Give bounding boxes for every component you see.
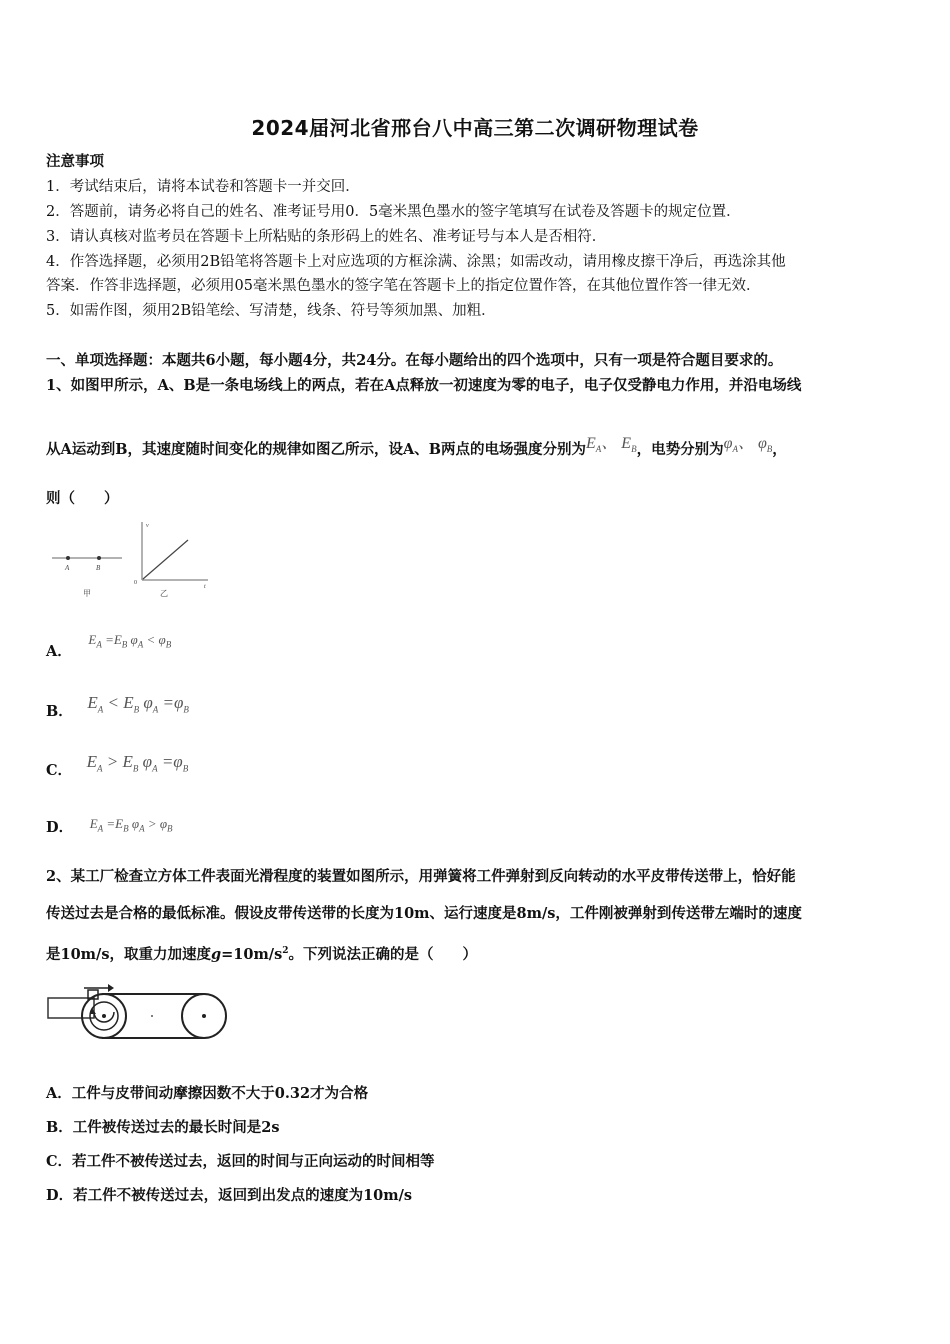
option-expr-d: $E_A =E_B$ $\varphi_A > \varphi_B$ <box>89 816 173 834</box>
q2-text-a: 是10m/s，取重力加速度 <box>46 945 211 963</box>
label-jia: 甲 <box>83 589 91 598</box>
question-2-line-3 <box>46 941 477 965</box>
q1-option-d[interactable] <box>46 816 173 843</box>
notice-item: 答案．作答非选择题，必须用05毫米黑色墨水的签字笔在答题卡上的指定位置作答，在其他位置作答一律无效． <box>46 278 761 294</box>
q2-option-b[interactable]: B．工件被传送过去的最长时间是2s <box>46 1119 280 1136</box>
q2-text-c: 。下列说法正确的是（ ） <box>288 945 478 963</box>
q2-option-c[interactable]: C．若工件不被传送过去，返回的时间与正向运动的时间相等 <box>46 1153 435 1170</box>
question-1-line-3: 则（ ） <box>46 490 119 507</box>
option-expr-c: $E_A > E_B$ $\varphi_A =\varphi_B$ <box>86 752 189 774</box>
q1-text-c: ， <box>772 441 787 458</box>
q1-figure <box>46 518 226 604</box>
option-expr-b: $E_A < E_B$ $\varphi_A =\varphi_B$ <box>87 693 189 715</box>
section-heading: 一、单项选择题：本题共6小题，每小题4分，共24分。在每小题给出的四个选项中，只有一项是符合题目要求的。 <box>46 352 783 369</box>
potential-symbols: $\varphi_A$、 $\varphi_B$ <box>723 435 773 455</box>
belt-midpoint <box>151 1015 153 1017</box>
option-letter: A． <box>46 643 72 660</box>
notice-item: 5．如需作图，须用2B铅笔绘、写清楚，线条、符号等须加黑、加粗． <box>46 303 496 319</box>
option-letter: D． <box>46 819 74 836</box>
notice-item: 3．请认真核对监考员在答题卡上所粘贴的条形码上的姓名、准考证号与本人是否相符． <box>46 229 607 245</box>
q1-option-a[interactable] <box>46 632 172 667</box>
label-origin: 0 <box>134 580 137 586</box>
label-yi: 乙 <box>160 589 168 598</box>
conveyor-figure <box>44 972 234 1050</box>
arrow-head <box>108 984 114 992</box>
notice-item: 1．考试结束后，请将本试卷和答题卡一并交回． <box>46 179 360 195</box>
left-pulley-axle <box>102 1014 106 1018</box>
option-expr-a: $E_A =E_B$ $\varphi_A < \varphi_B$ <box>88 632 172 650</box>
q2-option-a[interactable]: A．工件与皮带间动摩擦因数不大于0.32才为合格 <box>46 1085 369 1102</box>
page-title: 2024届河北省邢台八中高三第二次调研物理试卷 <box>251 116 699 140</box>
question-2-line-2: 传送过去是合格的最低标准。假设皮带传送带的长度为10m、运行速度是8m/s，工件刚被弹射到传送带左端时的速度 <box>46 905 802 922</box>
label-a: A <box>65 564 70 572</box>
question-1-line-1: 1、如图甲所示，A、B是一条电场线上的两点，若在A点释放一初速度为零的电子，电子仅受静电力作用，并沿电场线 <box>46 377 802 394</box>
question-2-line-1: 2、某工厂检查立方体工件表面光滑程度的装置如图所示，用弹簧将工件弹射到反向转动的水平皮带传送带上，恰好能 <box>46 868 796 885</box>
field-strength-symbols: $E_A$、 $E_B$ <box>586 435 637 455</box>
q2-superscript: 2 <box>282 946 289 956</box>
point-b <box>97 556 101 560</box>
q2-option-d[interactable]: D．若工件不被传送过去，返回到出发点的速度为10m/s <box>46 1187 413 1204</box>
q1-text-a: 从A运动到B，其速度随时间变化的规律如图乙所示，设A、B两点的电场强度分别为 <box>46 441 587 458</box>
q1-option-c[interactable] <box>46 752 189 786</box>
q1-text-b: ，电势分别为 <box>636 441 724 458</box>
notice-item: 2．答题前，请务必将自己的姓名、准考证号用0．5毫米黑色墨水的签字笔填写在试卷及答题卡的规定位置． <box>46 204 741 220</box>
label-v: v <box>146 523 149 529</box>
right-pulley-axle <box>202 1014 206 1018</box>
option-letter: C． <box>46 762 73 779</box>
option-letter: B． <box>46 703 73 720</box>
q1-option-b[interactable] <box>46 693 189 727</box>
question-1-line-2 <box>46 435 787 465</box>
q2-text-b: =10m/s <box>221 945 283 963</box>
point-a <box>66 556 70 560</box>
q2-g-symbol: g <box>210 945 222 963</box>
notice-item: 4．作答选择题，必须用2B铅笔将答题卡上对应选项的方框涂满、涂黑；如需改动，请用橡皮擦干净后，再选涂其他 <box>46 254 786 270</box>
velocity-line <box>143 540 188 579</box>
label-t: t <box>204 584 206 590</box>
label-b: B <box>96 564 101 572</box>
notice-heading: 注意事项 <box>46 153 104 170</box>
